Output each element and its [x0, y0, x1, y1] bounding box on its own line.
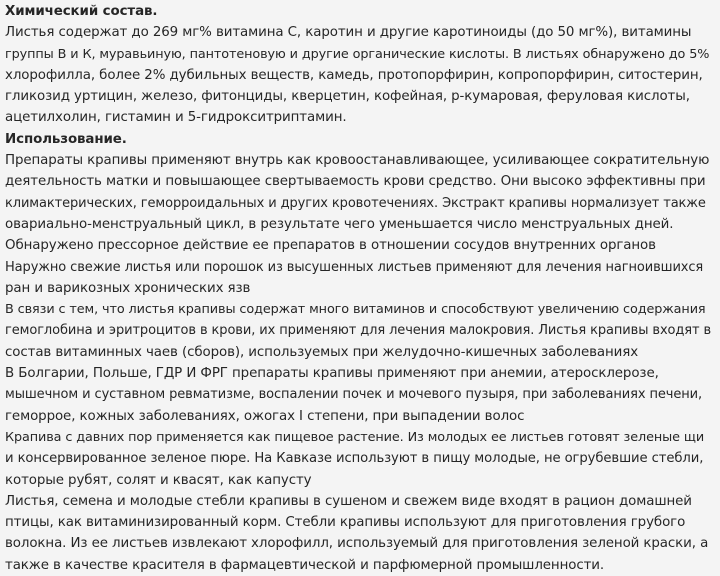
usage-text-line: геморрое, кожных заболеваниях, ожогах I степени, при выпадении волос	[5, 408, 525, 424]
usage-text-line: овариально-менструальный цикл, в результате чего уменьшается число менструальных дней.	[5, 216, 674, 232]
usage-text-line: Обнаружено прессорное действие ее препаратов в отношении сосудов внутренних органов	[5, 238, 656, 254]
usage-text-line: птицы, как витаминизированный корм. Стебли крапивы используют для приготовления грубого	[5, 515, 686, 531]
section-heading-composition: Химический состав.	[5, 4, 158, 19]
usage-text-line: ран и варикозных хронических язв	[5, 280, 251, 296]
usage-text-line: мышечном и суставном ревматизме, воспалении почек и мочевого пузыря, при заболеваниях печени,	[5, 387, 702, 403]
section-heading-usage: Использование.	[5, 131, 127, 147]
usage-text-line: климактерических, геморроидальных и других кровотечениях. Экстракт крапивы нормализует также	[5, 195, 706, 211]
usage-text-line: также в качестве красителя в фармацевтической и парфюмерной промышленности.	[5, 557, 605, 573]
composition-text-line: Листья содержат до 269 мг% витамина С, каротин и другие каротиноиды (до 50 мг%), витамины	[5, 25, 692, 41]
composition-text-line: хлорофилла, более 2% дубильных веществ, камедь, протопорфирин, копропорфирин, ситостерин,	[5, 67, 703, 83]
usage-text-line: деятельность матки и повышающее свертываемость крови средство. Они высоко эффективны при	[5, 174, 706, 190]
usage-text-line: волокна. Из ее листьев извлекают хлорофилл, используемый для приготовления зеленой краски, а	[5, 536, 709, 552]
usage-text-line: Препараты крапивы применяют внутрь как кровоостанавливающее, усиливающее сократительную	[5, 153, 710, 169]
usage-text-line: В связи с тем, что листья крапивы содержат много витаминов и способствуют увеличению содержания	[5, 302, 706, 318]
composition-text-line: ацетилхолин, гистамин и 5-гидрокситриптамин.	[5, 110, 347, 126]
usage-text-line: и консервированное зеленое пюре. На Кавказе используют в пищу молодые, не огрубевшие стебли,	[5, 451, 704, 467]
usage-text-line: Крапива с давних пор применяется как пищевое растение. Из молодых ее листьев готовят зеленые щи	[5, 429, 705, 445]
usage-text-line: Листья, семена и молодые стебли крапивы в сушеном и свежем виде входят в рацион домашней	[5, 493, 692, 509]
usage-text-line: которые рубят, солят и квасят, как капусту	[5, 472, 312, 488]
usage-text-line: В Болгарии, Польше, ГДР И ФРГ препараты крапивы применяют при анемии, атеросклерозе,	[5, 366, 659, 382]
usage-text-line: гемоглобина и эритроцитов в крови, их применяют для лечения малокровия. Листья крапивы входят в	[5, 323, 712, 339]
usage-text-line: Наружно свежие листья или порошок из высушенных листьев применяют для лечения нагноившихся	[5, 259, 704, 275]
composition-text-line: группы В и К, муравьиную, пантотеновую и другие органические кислоты. В листьях обнаружено до 5%	[5, 46, 710, 62]
composition-text-line: гликозид уртицин, железо, фитонциды, кверцетин, кофейная, р-кумаровая, феруловая кислоты,	[5, 89, 690, 105]
usage-text-line: состав витаминных чаев (сборов), используемых при желудочно-кишечных заболеваниях	[5, 344, 639, 360]
